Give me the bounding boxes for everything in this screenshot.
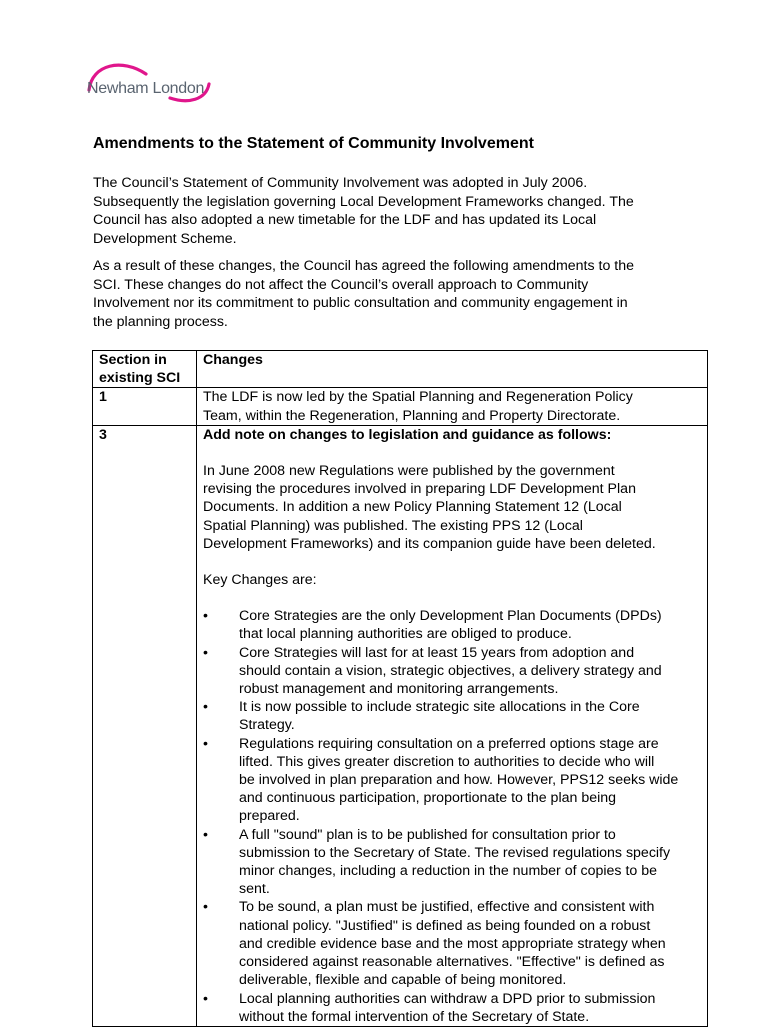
- bullet-line: robust management and monitoring arrangements.: [239, 681, 559, 698]
- bullet-line: prepared.: [239, 808, 300, 825]
- para1-line: Development Scheme.: [93, 230, 237, 247]
- bullet-line: Strategy.: [239, 717, 295, 734]
- list-item: [203, 607, 702, 643]
- header-section: [93, 351, 197, 388]
- bullet-line: submission to the Secretary of State. The revised regulations specify: [239, 844, 671, 861]
- bullet-line: Local planning authorities can withdraw a DPD prior to submission: [239, 990, 656, 1007]
- para2-line: As a result of these changes, the Council has agreed the following amendments to the: [93, 258, 635, 274]
- row2-intro-line: In June 2008 new Regulations were published by the government: [203, 463, 615, 480]
- intro-paragraph-2: [93, 257, 693, 331]
- key-changes-label: Key Changes are:: [203, 572, 317, 589]
- list-item: [203, 698, 702, 734]
- bullet-line: be involved in plan preparation and how. However, PPS12 seeks wide: [239, 772, 679, 789]
- bullet-icon: •: [203, 608, 208, 625]
- key-changes-list: [203, 607, 702, 1026]
- para1-line: Council has also adopted a new timetable for the LDF and has updated its Local: [93, 212, 597, 228]
- bullet-line: Core Strategies will last for at least 15 years from adoption and: [239, 644, 635, 661]
- list-item: [203, 826, 702, 899]
- row2-intro-line: revising the procedures involved in preparing LDF Development Plan: [203, 481, 636, 498]
- para2-line: SCI. These changes do not affect the Council’s overall approach to Community: [93, 276, 589, 293]
- list-item: [203, 644, 702, 699]
- bullet-line: sent.: [239, 881, 270, 898]
- bullet-icon: •: [203, 644, 208, 661]
- row1-line: Team, within the Regeneration, Planning and Property Directorate.: [203, 407, 621, 424]
- row2-intro-line: Documents. In addition a new Policy Planning Statement 12 (Local: [203, 499, 622, 516]
- row2-intro-line: Spatial Planning) was published. The existing PPS 12 (Local: [203, 517, 583, 534]
- list-item: [203, 898, 702, 989]
- bullet-line: without the formal intervention of the Secretary of State.: [239, 1008, 590, 1025]
- row2-intro: [203, 462, 702, 553]
- list-item: [203, 990, 702, 1026]
- table-header-row: [93, 351, 708, 388]
- para2-line: Involvement nor its commitment to public consultation and community engagement in: [93, 295, 628, 311]
- list-item: [203, 735, 702, 826]
- row-section-number: 1: [93, 388, 197, 425]
- bullet-line: considered against reasonable alternatives. "Effective" is defined as: [239, 954, 665, 971]
- document-title: Amendments to the Statement of Community Involvement: [93, 135, 534, 152]
- bullet-line: and credible evidence base and the most appropriate strategy when: [239, 935, 666, 952]
- amendments-table: [92, 350, 708, 1027]
- row2-heading: Add note on changes to legislation and guidance as follows:: [203, 426, 612, 443]
- table-row: [93, 425, 708, 1026]
- bullet-line: To be sound, a plan must be justified, effective and consistent with: [239, 899, 655, 916]
- row-changes-cell: [197, 425, 708, 1026]
- bullet-icon: •: [203, 990, 208, 1007]
- row1-line: The LDF is now led by the Spatial Planning and Regeneration Policy: [203, 389, 633, 406]
- header-changes: Changes: [197, 351, 708, 388]
- para1-line: Subsequently the legislation governing Local Development Frameworks changed. The: [93, 193, 634, 210]
- bullet-icon: •: [203, 699, 208, 716]
- bullet-line: lifted. This gives greater discretion to authorities to decide who will: [239, 753, 655, 770]
- bullet-icon: •: [203, 826, 208, 843]
- logo-text: Newham London: [87, 80, 205, 97]
- table-row: [93, 388, 708, 425]
- bullet-line: should contain a vision, strategic objectives, a delivery strategy and: [239, 662, 662, 679]
- para2-line: the planning process.: [93, 313, 228, 330]
- bullet-line: A full "sound" plan is to be published for consultation prior to: [239, 826, 616, 843]
- bullet-line: Regulations requiring consultation on a preferred options stage are: [239, 735, 659, 752]
- bullet-icon: •: [203, 735, 208, 752]
- header-section-line: Section in: [99, 352, 167, 368]
- bullet-line: and continuous participation, proportionate to the plan being: [239, 790, 617, 807]
- row-changes-cell: [197, 388, 708, 425]
- bullet-line: Core Strategies are the only Development Plan Documents (DPDs): [239, 608, 662, 625]
- bullet-line: national policy. "Justified" is defined as being founded on a robust: [239, 917, 651, 934]
- bullet-line: deliverable, flexible and capable of being monitored.: [239, 972, 567, 989]
- para1-line: The Council’s Statement of Community Involvement was adopted in July 2006.: [93, 175, 588, 191]
- bullet-line: It is now possible to include strategic site allocations in the Core: [239, 699, 640, 716]
- bullet-icon: •: [203, 899, 208, 916]
- row2-intro-line: Development Frameworks) and its companion guide have been deleted.: [203, 535, 656, 552]
- bullet-line: minor changes, including a reduction in the number of copies to be: [239, 863, 657, 880]
- intro-paragraph-1: [93, 174, 693, 248]
- newham-london-logo: [84, 60, 214, 120]
- header-section-line: existing SCI: [99, 370, 181, 387]
- bullet-line: that local planning authorities are obliged to produce.: [239, 626, 572, 643]
- row-section-number: 3: [93, 425, 197, 1026]
